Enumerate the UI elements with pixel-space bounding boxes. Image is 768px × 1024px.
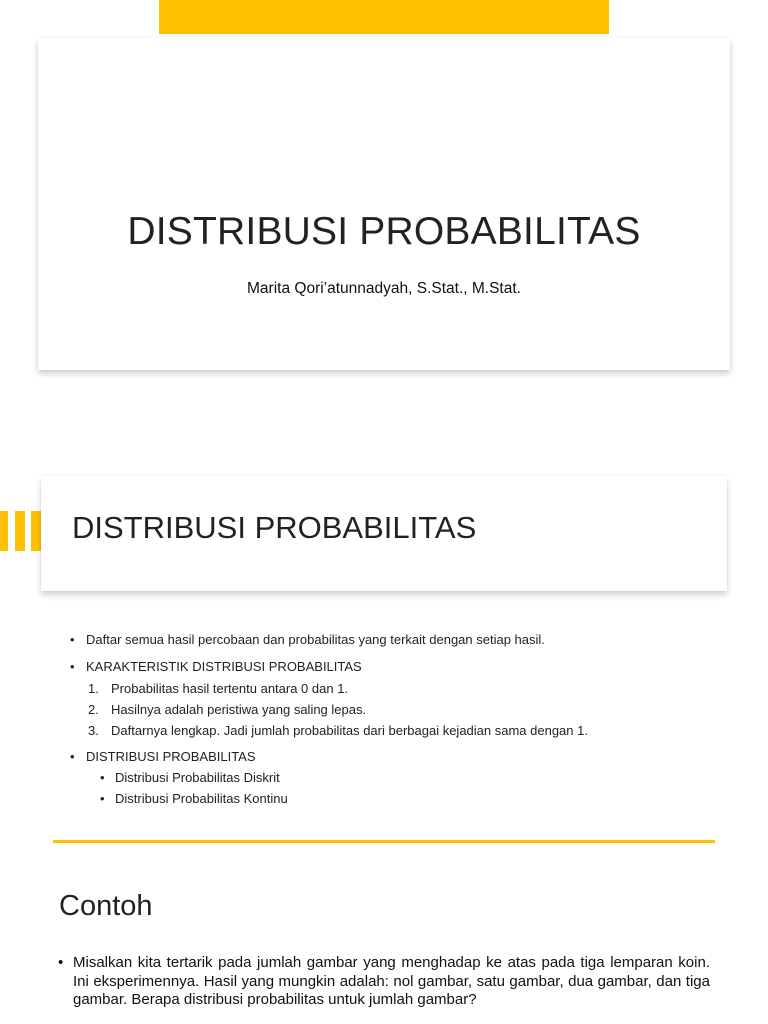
number-marker: 2. — [88, 702, 99, 717]
example-paragraph: Misalkan kita tertarik pada jumlah gambar yang menghadap ke atas pada tiga lemparan koin. Ini eksperimennya. Hasil yang mungkin adalah: nol gambar, satu gambar, dua gambar, dan tiga gambar. Berapa distribusi probabilitas untuk jumlah gambar? — [73, 954, 710, 1008]
number-marker: 1. — [88, 681, 99, 696]
accent-divider — [53, 840, 715, 843]
list-item-text: Distribusi Probabilitas Diskrit — [115, 770, 280, 785]
accent-stripe — [31, 511, 41, 551]
example-title: Contoh — [59, 890, 153, 922]
bullet-marker: • — [70, 632, 75, 647]
list-item-text: Distribusi Probabilitas Kontinu — [115, 791, 288, 806]
bullet-marker: • — [100, 791, 105, 806]
bullet-marker: • — [58, 954, 64, 971]
section-title: DISTRIBUSI PROBABILITAS — [72, 510, 477, 545]
list-item-text: Daftar semua hasil percobaan dan probabilitas yang terkait dengan setiap hasil. — [86, 632, 545, 647]
bullet-marker: • — [70, 749, 75, 764]
accent-stripe — [15, 511, 25, 551]
list-item-text: Hasilnya adalah peristiwa yang saling lepas. — [111, 702, 367, 717]
top-accent-bar — [159, 0, 609, 34]
list-item-text: Daftarnya lengkap. Jadi jumlah probabilitas dari berbagai kejadian sama dengan 1. — [111, 723, 588, 738]
list-item-text: Probabilitas hasil tertentu antara 0 dan 1. — [111, 681, 349, 696]
slide-title: DISTRIBUSI PROBABILITAS — [127, 210, 641, 253]
title-slide-card — [38, 38, 730, 370]
list-item-text: DISTRIBUSI PROBABILITAS — [86, 749, 256, 764]
list-item-text: KARAKTERISTIK DISTRIBUSI PROBABILITAS — [86, 659, 362, 674]
accent-stripe — [0, 511, 8, 551]
accent-stripes — [0, 511, 44, 551]
slide-subtitle: Marita Qori’atunnadyah, S.Stat., M.Stat. — [247, 280, 521, 297]
bullet-marker: • — [100, 770, 105, 785]
bullet-marker: • — [70, 659, 75, 674]
number-marker: 3. — [88, 723, 99, 738]
